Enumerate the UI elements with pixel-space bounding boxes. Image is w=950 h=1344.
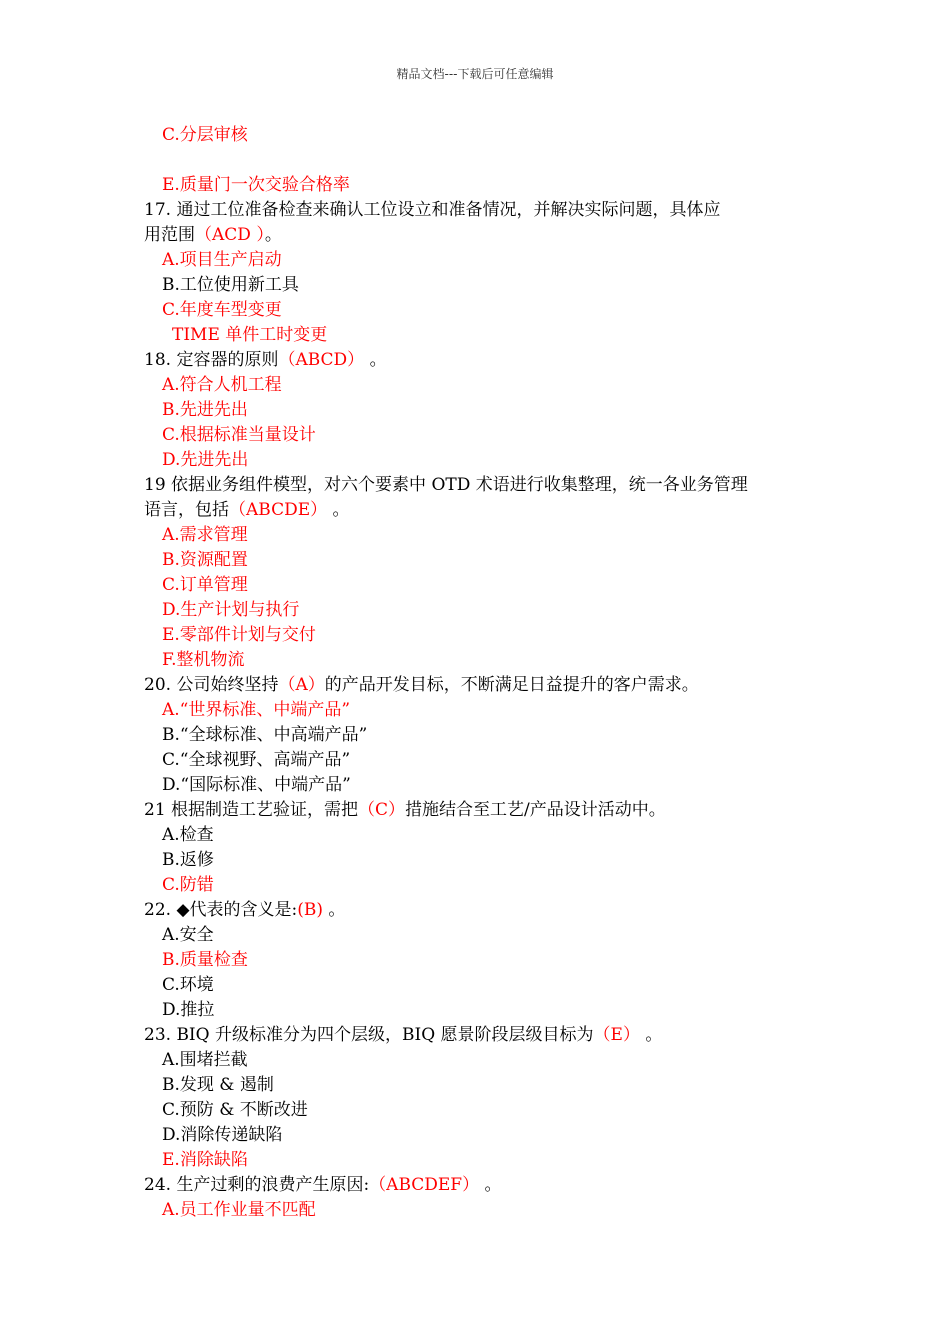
answer-key: （ABCDE） <box>229 500 328 520</box>
option-line: C.“全球视野、高端产品” <box>162 750 351 770</box>
document-body <box>144 123 824 1223</box>
option-line: A.员工作业量不匹配 <box>162 1200 316 1220</box>
question-18 <box>144 348 824 373</box>
question-text: 。 <box>479 1175 502 1195</box>
option-line: C.根据标准当量设计 <box>162 425 316 445</box>
question-text: 。 <box>327 500 350 520</box>
option-line: F.整机物流 <box>162 650 245 670</box>
answer-key: （ABCDEF） <box>369 1175 480 1195</box>
question-17-line-2 <box>144 223 824 248</box>
answer-key: （E） <box>593 1025 640 1045</box>
question-text: 语言，包括 <box>144 500 229 520</box>
option-line: D.先进先出 <box>162 450 249 470</box>
option-line: A.符合人机工程 <box>162 375 282 395</box>
question-text: 22. ◆代表的含义是: <box>144 900 298 920</box>
option-line: A.项目生产启动 <box>162 250 282 270</box>
question-text: 23. BIQ 升级标准分为四个层级，BIQ 愿景阶段层级目标为 <box>144 1025 594 1045</box>
page-header: 精品文档---下载后可任意编辑 <box>396 67 554 81</box>
question-text: 20. 公司始终坚持 <box>144 675 279 695</box>
question-22 <box>144 898 824 923</box>
option-line: E.零部件计划与交付 <box>162 625 316 645</box>
question-20 <box>144 673 824 698</box>
option-line: D.推拉 <box>162 1000 215 1020</box>
question-text: 18. 定容器的原则 <box>144 350 279 370</box>
option-line: D.生产计划与执行 <box>162 600 300 620</box>
option-line: A.检查 <box>162 825 214 845</box>
question-text: 。 <box>364 350 387 370</box>
question-17-line-1: 17. 通过工位准备检查来确认工位设立和准备情况，并解决实际问题，具体应 <box>144 200 721 220</box>
answer-key: （ABCD） <box>278 350 365 370</box>
question-text: 的产品开发目标，不断满足日益提升的客户需求。 <box>324 675 699 695</box>
option-line: A.“世界标准、中端产品” <box>162 700 351 720</box>
option-line: C.订单管理 <box>162 575 248 595</box>
answer-key: （C） <box>358 800 406 820</box>
question-text: 。 <box>323 900 346 920</box>
option-line: D.“国际标准、中端产品” <box>162 775 351 795</box>
option-line: B.“全球标准、中高端产品” <box>162 725 368 745</box>
question-text: 。 <box>264 225 282 245</box>
option-line: E.质量门一次交验合格率 <box>162 175 350 195</box>
answer-key: （ACD ） <box>195 225 265 245</box>
question-19-line-1: 19 依据业务组件模型，对六个要素中 OTD 术语进行收集整理，统一各业务管理 <box>144 475 748 495</box>
answer-key: (B) <box>297 900 324 920</box>
option-line: B.先进先出 <box>162 400 248 420</box>
answer-key: （A） <box>278 675 325 695</box>
option-line: C.防错 <box>162 875 214 895</box>
question-21 <box>144 798 824 823</box>
question-24 <box>144 1173 824 1198</box>
option-line: D.消除传递缺陷 <box>162 1125 283 1145</box>
question-text: 。 <box>639 1025 663 1045</box>
option-line: A.安全 <box>162 925 214 945</box>
question-19-line-2 <box>144 498 824 523</box>
blank-line <box>144 148 824 173</box>
question-text: 21 根据制造工艺验证，需把 <box>144 800 359 820</box>
option-line: E.消除缺陷 <box>162 1150 248 1170</box>
option-line: B.返修 <box>162 850 214 870</box>
option-line: B.发现 & 遏制 <box>162 1075 274 1095</box>
option-line: C.预防 & 不断改进 <box>162 1100 308 1120</box>
option-line: C.分层审核 <box>162 125 248 145</box>
question-23 <box>144 1023 824 1048</box>
question-text: 用范围 <box>144 225 195 245</box>
question-text: 措施结合至工艺/产品设计活动中。 <box>405 800 666 820</box>
option-line: B.资源配置 <box>162 550 248 570</box>
option-line: B.质量检查 <box>162 950 248 970</box>
option-line: TIME 单件工时变更 <box>172 325 328 345</box>
option-line: A.需求管理 <box>162 525 248 545</box>
option-line: C.年度车型变更 <box>162 300 282 320</box>
question-text: 24. 生产过剩的浪费产生原因: <box>144 1175 370 1195</box>
option-line: B.工位使用新工具 <box>162 275 299 295</box>
option-line: C.环境 <box>162 975 214 995</box>
option-line: A.围堵拦截 <box>162 1050 248 1070</box>
